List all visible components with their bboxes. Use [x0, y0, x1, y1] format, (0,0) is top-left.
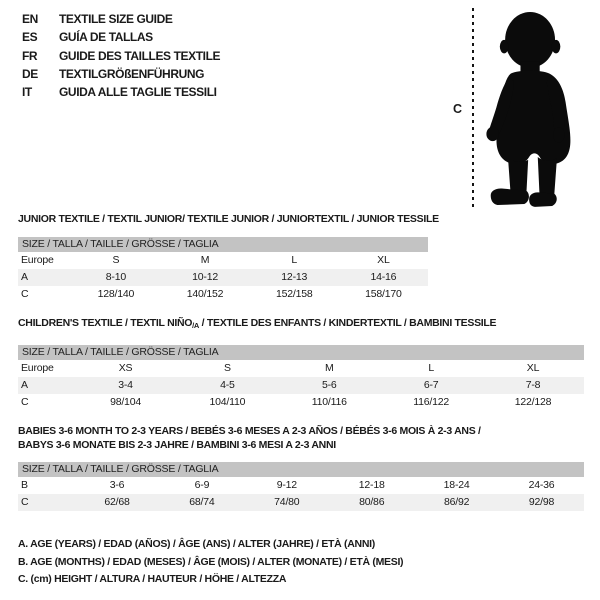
language-row-es [22, 28, 220, 46]
table-cell: 140/152 [186, 288, 224, 300]
table-cell: L [428, 362, 434, 374]
row-label: A [21, 379, 28, 391]
table-cell: 152/158 [275, 288, 313, 300]
size-header-bar: SIZE / TALLA / TAILLE / GRÖSSE / TAGLIA [18, 462, 584, 477]
height-measure-dotted-line [472, 8, 474, 208]
language-code: ES [22, 30, 38, 45]
babies-table-title [18, 425, 584, 452]
row-label: C [21, 496, 29, 508]
table-cell: 98/104 [110, 396, 141, 408]
language-code: DE [22, 66, 38, 81]
footnote-a: A. AGE (YEARS) / EDAD (AÑOS) / ÂGE (ANS) / ALTER (JAHRE) / ETÀ (ANNI) [18, 538, 375, 550]
table-row-b [18, 477, 584, 494]
language-code: IT [22, 85, 32, 100]
language-label: GUIDE DES TAILLES TEXTILE [59, 48, 221, 63]
junior-table-title: JUNIOR TEXTILE / TEXTIL JUNIOR/ TEXTILE JUNIOR / JUNIORTEXTIL / JUNIOR TESSILE [18, 213, 439, 225]
language-list [22, 10, 220, 101]
row-label: C [21, 288, 29, 300]
table-cell: 110/116 [311, 396, 347, 408]
row-label: C [21, 396, 29, 408]
table-cell: 158/170 [365, 288, 402, 300]
table-row-europe [18, 360, 584, 377]
row-label: Europe [21, 362, 54, 374]
table-cell: XL [526, 362, 540, 374]
table-cell: 24-36 [528, 479, 555, 491]
language-label: GUIDA ALLE TAGLIE TESSILI [59, 85, 217, 100]
table-cell: 116/122 [413, 396, 450, 408]
title-part: / TEXTILE DES ENFANTS / KINDERTEXTIL / BAMBINI TESSILE [199, 317, 497, 329]
table-cell: M [325, 362, 334, 374]
table-row-c [18, 494, 584, 511]
table-cell: XS [118, 362, 133, 374]
table-cell: 3-6 [109, 479, 125, 491]
row-label: A [21, 271, 28, 283]
language-row-fr [22, 47, 220, 65]
table-cell: 12-13 [281, 271, 308, 283]
title-subscript: /A [192, 321, 200, 330]
table-cell: 18-24 [443, 479, 470, 491]
language-label: GUÍA DE TALLAS [59, 30, 153, 45]
toddler-silhouette-image [484, 5, 580, 213]
junior-textile-section [18, 213, 439, 303]
table-row-a [18, 377, 584, 394]
table-cell: 128/140 [97, 288, 135, 300]
table-cell: 5-6 [321, 379, 337, 391]
title-line-1: BABIES 3-6 MONTH TO 2-3 YEARS / BEBÉS 3-6 MESES A 2-3 AÑOS / BÉBÉS 3-6 MOIS À 2-3 ANS / [18, 425, 481, 437]
table-row-c [18, 286, 428, 303]
table-cell: 6-7 [423, 379, 439, 391]
language-row-en [22, 10, 220, 28]
table-cell: 3-4 [118, 379, 133, 391]
table-cell: 9-12 [276, 479, 297, 491]
language-label: TEXTILE SIZE GUIDE [59, 12, 173, 26]
table-cell: 92/98 [528, 496, 555, 508]
title-line-2: BABYS 3-6 MONATE BIS 2-3 JAHRE / BAMBINI 3-6 MESI A 2-3 ANNI [18, 438, 336, 451]
children-table-title [18, 317, 584, 330]
title-part: CHILDREN'S TEXTILE / TEXTIL NIÑO [18, 317, 193, 329]
height-measure-c-label: C [453, 102, 463, 116]
table-row-c [18, 394, 584, 411]
language-row-it [22, 83, 220, 101]
language-code: EN [22, 12, 38, 26]
table-cell: S [224, 362, 231, 374]
language-row-de [22, 65, 220, 83]
table-cell: XL [377, 254, 390, 266]
table-cell: 10-12 [192, 271, 218, 283]
table-cell: 14-16 [370, 271, 397, 283]
table-cell: 122/128 [514, 396, 552, 408]
table-cell: 80/86 [359, 496, 385, 508]
table-cell: 74/80 [274, 496, 300, 508]
table-row-europe [18, 252, 428, 269]
table-cell: 86/92 [443, 496, 470, 508]
table-cell: M [200, 254, 210, 266]
table-cell: 12-18 [358, 479, 385, 491]
babies-textile-section [18, 425, 584, 511]
language-code: FR [22, 48, 38, 63]
row-label: B [21, 479, 28, 491]
footnote-b: B. AGE (MONTHS) / EDAD (MESES) / ÂGE (MOIS) / ALTER (MONATE) / ETÀ (MESI) [18, 555, 404, 568]
footnote-c: C. (cm) HEIGHT / ALTURA / HAUTEUR / HÖHE / ALTEZZA [18, 573, 287, 586]
size-header-bar: SIZE / TALLA / TAILLE / GRÖSSE / TAGLIA [18, 237, 428, 252]
table-cell: S [112, 254, 120, 266]
table-cell: L [291, 254, 298, 266]
table-cell: 104/110 [209, 396, 246, 408]
children-textile-section [18, 317, 584, 411]
table-cell: 68/74 [189, 496, 215, 508]
size-header-bar: SIZE / TALLA / TAILLE / GRÖSSE / TAGLIA [18, 345, 584, 360]
table-row-a [18, 269, 428, 286]
table-cell: 7-8 [525, 379, 541, 391]
row-label: Europe [21, 254, 54, 266]
footnotes [18, 536, 403, 589]
table-cell: 62/68 [104, 496, 130, 508]
table-cell: 8-10 [105, 271, 126, 283]
language-label: TEXTILGRÖßENFÜHRUNG [59, 66, 205, 81]
table-cell: 4-5 [220, 379, 235, 391]
table-cell: 6-9 [194, 479, 210, 491]
